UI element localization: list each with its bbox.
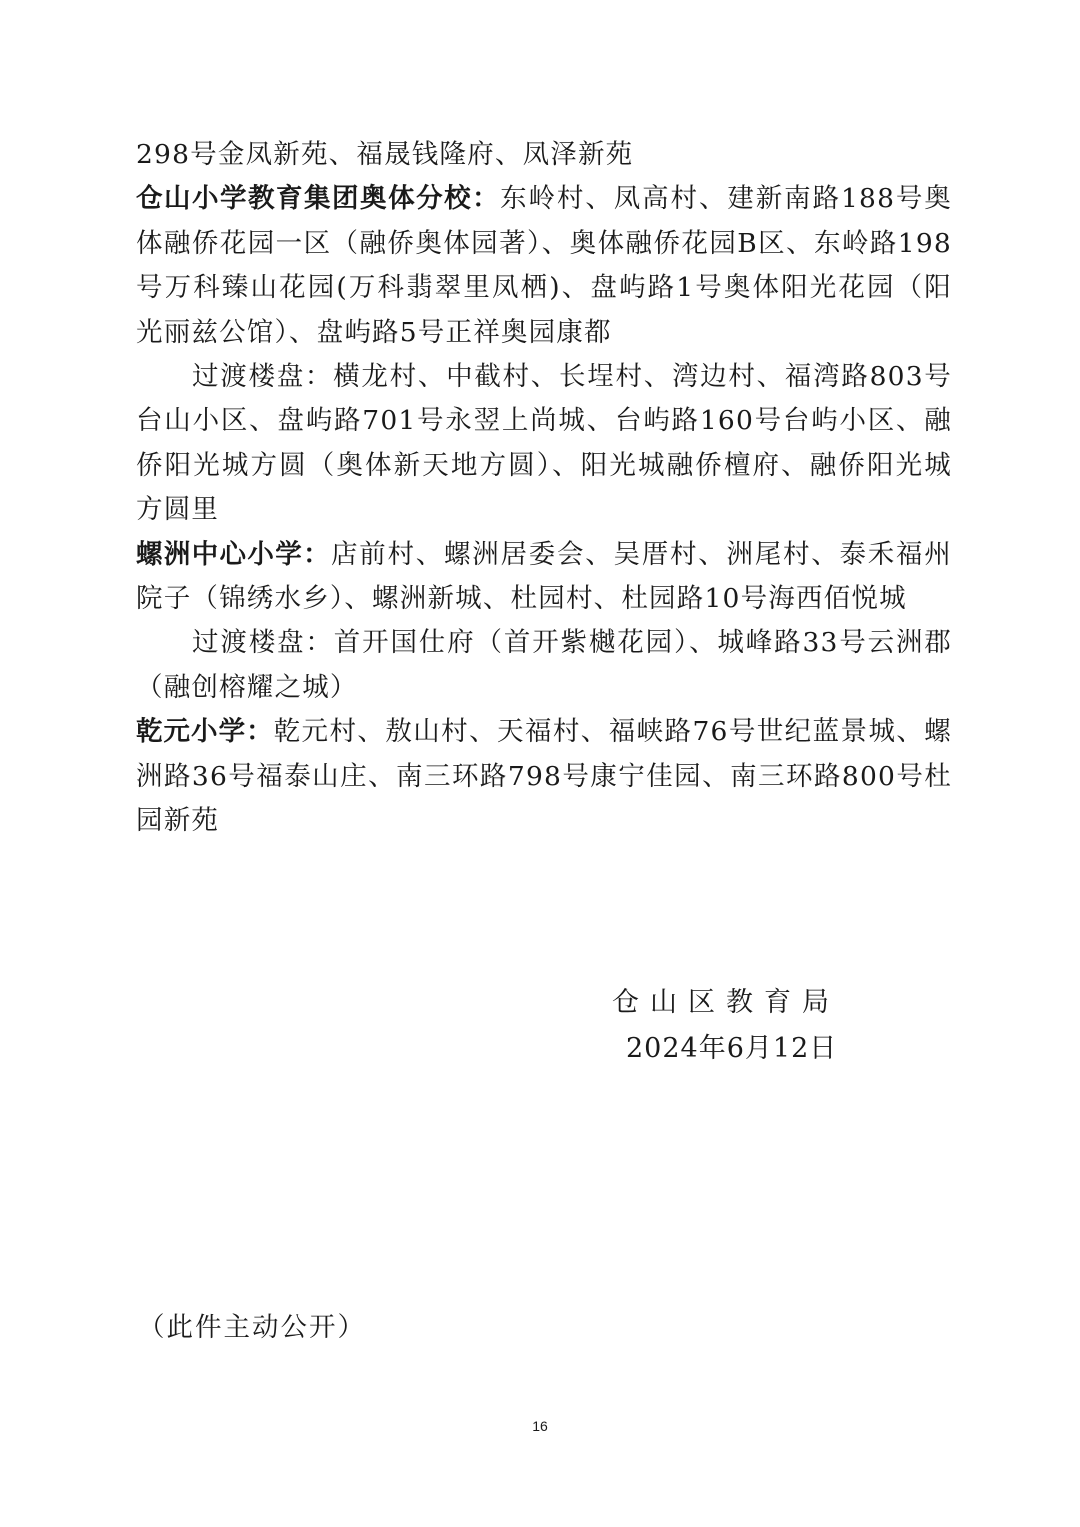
transition-aoti-branch: 过渡楼盘：横龙村、中截村、长埕村、湾边村、福湾路803号台山小区、盘屿路701号永翌上尚城、台屿路160号台屿小区、融侨阳光城方圆（奥体新天地方圆）、阳光城融侨檀府、融侨阳光城方圆里 [136, 361, 952, 526]
signature-date: 2024年6月12日 [626, 1033, 838, 1064]
school-areas-qianyuan: 乾元村、敖山村、天福村、福峡路76号世纪蓝景城、螺洲路36号福泰山庄、南三环路798号康宁佳园、南三环路800号杜园新苑 [136, 716, 952, 837]
school-areas-aoti-branch: 东岭村、凤高村、建新南路188号奥体融侨花园一区（融侨奥体园著）、奥体融侨花园B区、东岭路198号万科臻山花园(万科翡翠里凤栖)、盘屿路1号奥体阳光花园（阳光丽兹公馆）、盘屿路5号正祥奥园康都 [136, 183, 952, 348]
school-name-aoti-branch: 仓山小学教育集团奥体分校： [136, 183, 501, 215]
section-luozhou-central [136, 533, 952, 622]
continuation-paragraph: 298号金凤新苑、福晟钱隆府、凤泽新苑 [136, 139, 634, 170]
school-name-luozhou-central: 螺洲中心小学： [136, 538, 331, 570]
document-body [136, 133, 952, 844]
section-qianyuan [136, 710, 952, 843]
disclosure-note: （此件主动公开） [138, 1312, 366, 1343]
signature-block [612, 980, 912, 1072]
section-aoti-branch [136, 177, 952, 355]
transition-luozhou-central: 过渡楼盘：首开国仕府（首开紫樾花园）、城峰路33号云洲郡（融创榕耀之城） [136, 627, 952, 703]
school-name-qianyuan: 乾元小学： [136, 716, 274, 748]
page-number: 16 [532, 1418, 548, 1434]
signature-organization: 仓山区教育局 [612, 987, 840, 1018]
school-areas-luozhou-central: 店前村、螺洲居委会、吴厝村、洲尾村、泰禾福州院子（锦绣水乡）、螺洲新城、杜园村、杜园路10号海西佰悦城 [136, 538, 952, 615]
